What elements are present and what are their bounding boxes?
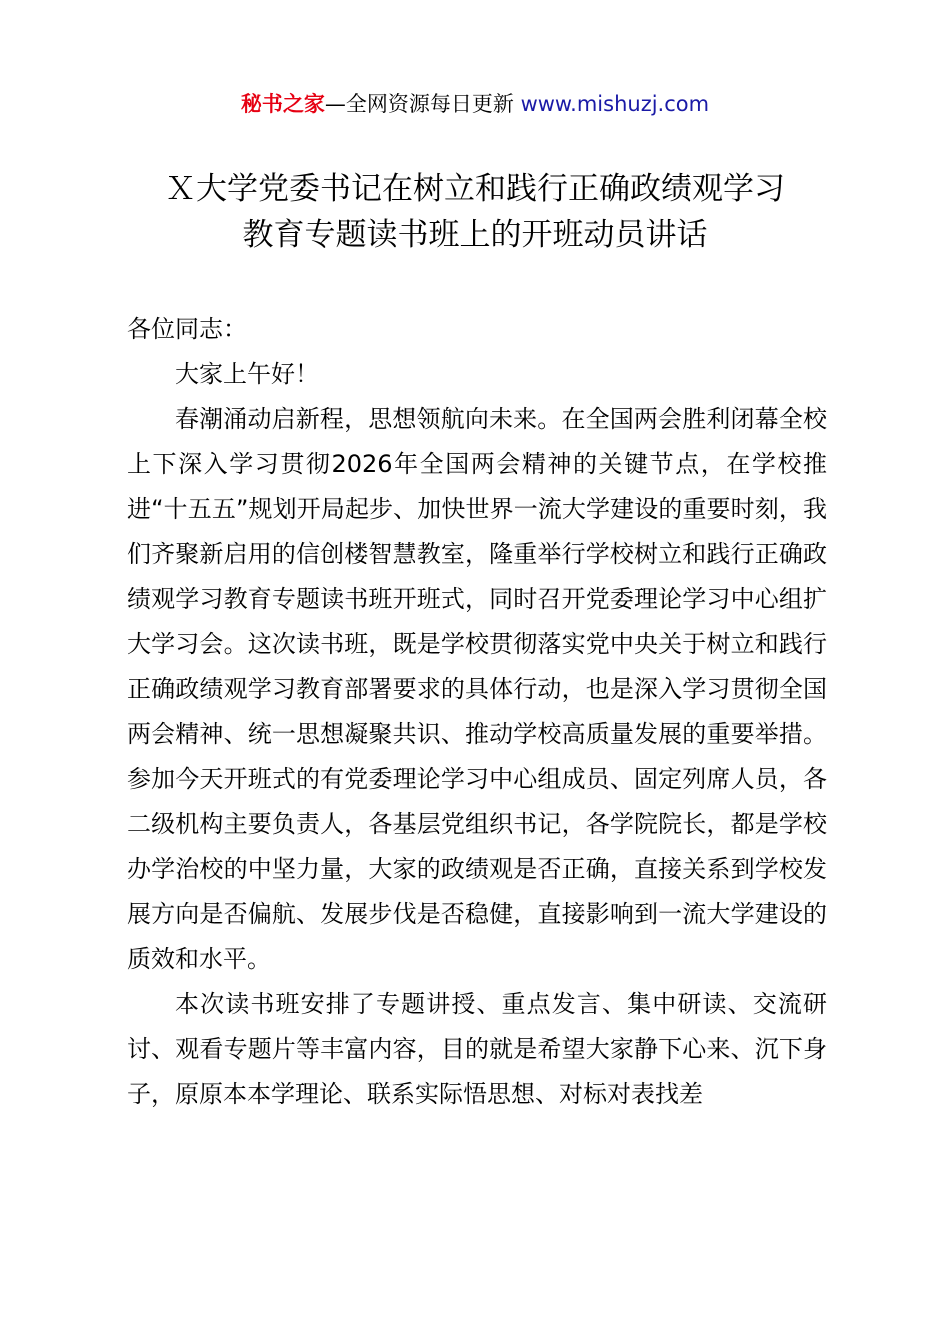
site-tagline: —全网资源每日更新	[324, 92, 514, 116]
paragraph-1: 春潮涌动启新程，思想领航向未来。在全国两会胜利闭幕全校上下深入学习贯彻2026年全国两会精神的关键节点，在学校推进“十五五”规划开局起步、加快世界一流大学建设的重要时刻，我们齐聚新启用的信创楼智慧教室，隆重举行学校树立和践行正确政绩观学习教育专题读书班开班式，同时召开党委理论学习中心组扩大学习会。这次读书班，既是学校贯彻落实党中央关于树立和践行正确政绩观学习教育部署要求的具体行动，也是深入学习贯彻全国两会精神、统一思想凝聚共识、推动学校高质量发展的重要举措。参加今天开班式的有党委理论学习中心组成员、固定列席人员，各二级机构主要负责人，各基层党组织书记，各学院院长，都是学校办学治校的中坚力量，大家的政绩观是否正确，直接关系到学校发展方向是否偏航、发展步伐是否稳健，直接影响到一流大学建设的质效和水平。	[127, 405, 827, 973]
salutation: 各位同志：	[127, 315, 247, 343]
site-header	[0, 88, 950, 120]
document-body	[127, 307, 827, 1117]
title-line-1: Ｘ大学党委书记在树立和践行正确政绩观学习	[165, 171, 785, 207]
paragraph-2: 本次读书班安排了专题讲授、重点发言、集中研读、交流研讨、观看专题片等丰富内容，目的就是希望大家静下心来、沉下身子，原原本本学理论、联系实际悟思想、对标对表找差	[127, 990, 827, 1108]
title-line-2: 教育专题读书班上的开班动员讲话	[242, 217, 708, 253]
greeting: 大家上午好！	[175, 360, 319, 388]
site-url-link[interactable]: www.mishuzj.com	[520, 92, 710, 116]
document-title	[100, 166, 850, 258]
site-brand: 秘书之家	[240, 92, 325, 116]
